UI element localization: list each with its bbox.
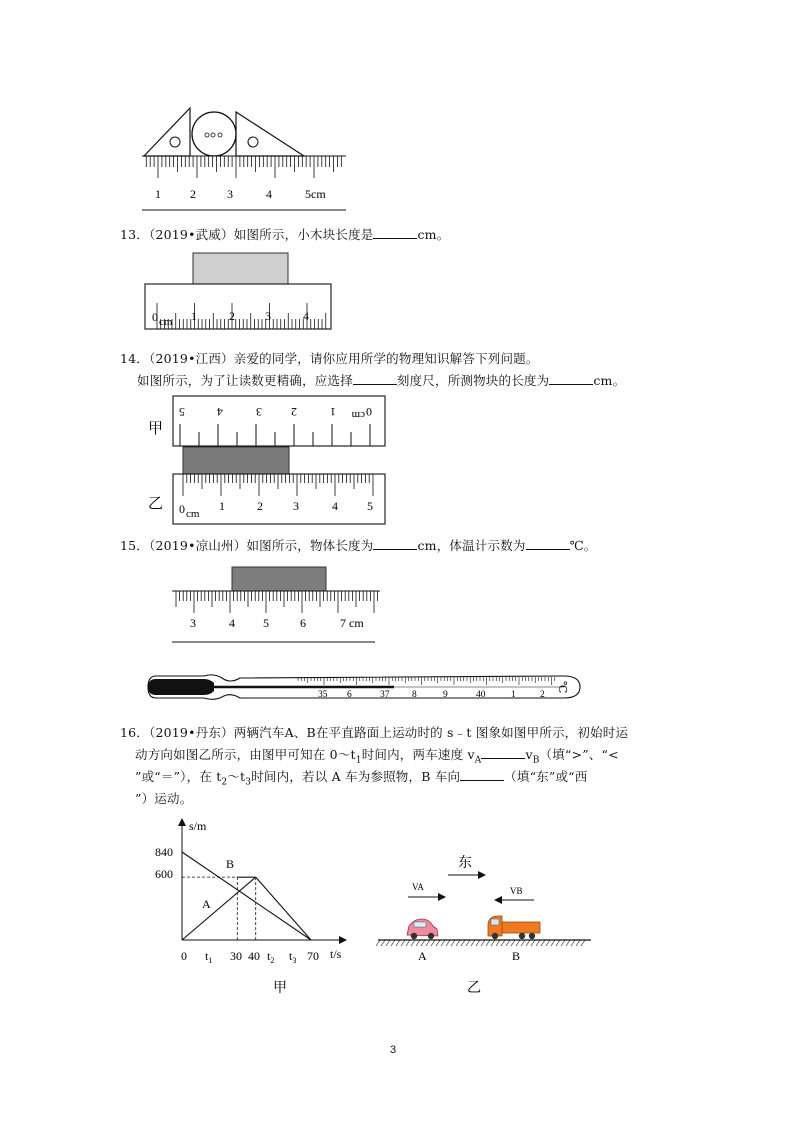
tick-label: 6 — [300, 616, 306, 630]
question-source: （2019•江西） — [149, 351, 234, 366]
answer-blank[interactable] — [549, 372, 593, 385]
tick-label: 3 — [190, 616, 196, 630]
hatch — [501, 940, 505, 946]
x-tick-label: $t_2$ — [267, 949, 275, 965]
hatch — [441, 940, 445, 946]
tick-label: 3 — [227, 187, 233, 201]
svg-text:1: 1 — [330, 405, 336, 419]
tick-label: 4 — [332, 499, 338, 513]
ruler-ticks — [146, 156, 341, 178]
hatch — [526, 940, 530, 946]
question-number: 16． — [120, 725, 150, 740]
thermo-label: 2 — [540, 690, 545, 700]
vB-label: VB — [510, 886, 523, 896]
east-label: 东 — [458, 856, 472, 871]
thermo-label: 9 — [443, 690, 448, 700]
x-tick-label: $t_1$ — [205, 949, 213, 965]
tick-label: 7 cm — [340, 616, 364, 630]
q12-figure — [138, 100, 358, 215]
question-source: （2019•丹东） — [149, 725, 234, 740]
hatch — [581, 940, 585, 946]
page-number: 3 — [390, 1044, 397, 1056]
hatch — [406, 940, 410, 946]
hatch — [481, 940, 485, 946]
hatch — [546, 940, 550, 946]
tick-label: 2 — [257, 499, 263, 513]
x-tick-label: 0 — [181, 949, 187, 963]
ruler-yi — [173, 474, 385, 524]
caption-yi: 乙 — [467, 981, 481, 996]
celsius-symbol: ℃ — [556, 681, 568, 694]
hatch — [506, 940, 510, 946]
series-A-segment — [182, 877, 256, 940]
answer-blank[interactable] — [526, 537, 570, 550]
hatch — [531, 940, 535, 946]
q16-line3: ”或“＝”），在 $t_2\sim t_3$时间内，若以 A 车为参照物，B 车向 （填“东”或“西 — [135, 769, 588, 788]
thermo-label: 8 — [412, 690, 417, 700]
vA-label: VA — [412, 882, 424, 892]
q14-line2: 如图所示，为了让读数更精确，应选择 刻度尺，所测物块的长度为 cm。 — [137, 373, 626, 388]
tick-label: 1 — [219, 499, 225, 513]
caption-jia: 甲 — [273, 981, 287, 996]
tick-label: 5 — [367, 499, 373, 513]
y-tick-label: 600 — [155, 867, 173, 881]
question-number: 13． — [120, 227, 150, 242]
tick-label: 5cm — [305, 187, 326, 201]
thermo-label: 1 — [511, 690, 516, 700]
thermo-label: 37 — [380, 690, 390, 700]
measured-object — [232, 567, 326, 591]
answer-blank[interactable] — [481, 746, 525, 759]
answer-blank[interactable] — [353, 372, 397, 385]
series-label-B: B — [226, 857, 235, 871]
tick-label: 4 — [229, 616, 235, 630]
y-axis-label: s/m — [189, 819, 207, 833]
x-tick-label: $t_3$ — [289, 949, 297, 965]
tick-label: 1 — [155, 187, 161, 201]
hatch — [386, 940, 390, 946]
label-jia: 甲 — [148, 421, 164, 437]
answer-blank[interactable] — [373, 537, 417, 550]
hatch — [471, 940, 475, 946]
question-number: 14． — [120, 351, 150, 366]
x-tick-label: 30 — [230, 949, 242, 963]
series-B-segment — [182, 852, 311, 940]
measured-block — [183, 447, 289, 474]
hatch — [416, 940, 420, 946]
hatch — [576, 940, 580, 946]
q16-line4: ”）运动。 — [135, 791, 193, 806]
q13-ruler-figure — [140, 250, 340, 338]
hatch — [421, 940, 425, 946]
ruler-unit: cm — [159, 316, 173, 328]
hatch — [556, 940, 560, 946]
thermo-label: 6 — [347, 690, 352, 700]
q16-st-graph — [145, 812, 360, 997]
tick-label: 3 — [293, 499, 299, 513]
hatch — [551, 940, 555, 946]
ruler-zero: 0 — [152, 310, 158, 324]
hatch — [541, 940, 545, 946]
right-triangle — [236, 112, 304, 156]
hatch — [381, 940, 385, 946]
wood-block — [193, 253, 288, 284]
hatch — [401, 940, 405, 946]
q16-scene — [376, 850, 596, 1000]
answer-blank[interactable] — [460, 768, 504, 781]
q15-thermometer — [144, 670, 584, 704]
hatch — [376, 940, 380, 946]
coin — [192, 112, 236, 156]
hatch — [511, 940, 515, 946]
tick-label: 1 — [191, 309, 197, 323]
x-tick-label: 70 — [307, 949, 319, 963]
thermo-label: 40 — [476, 690, 486, 700]
hatch — [496, 940, 500, 946]
tick-label: 5 — [263, 616, 269, 630]
x-axis-label: t/s — [330, 947, 342, 961]
triangle-hole — [170, 137, 180, 147]
tick-label: 2 — [190, 187, 196, 201]
x-tick-label: 40 — [248, 949, 260, 963]
hatch — [396, 940, 400, 946]
tick-label: 4 — [303, 309, 309, 323]
triangle-hole — [248, 137, 258, 147]
hatch — [461, 940, 465, 946]
hatch — [561, 940, 565, 946]
ruler-unit: cm — [186, 508, 200, 520]
question-number: 15． — [120, 538, 150, 553]
label-yi: 乙 — [148, 496, 164, 512]
hatch — [516, 940, 520, 946]
car-A-label: A — [418, 949, 427, 963]
thermo-label: 35 — [318, 690, 328, 700]
hatch — [451, 940, 455, 946]
q16-line1: 16．（2019•丹东）两辆汽车A、B在平直路面上运动时的 s﹣t 图象如图甲所示，初始时运 — [120, 725, 629, 740]
ruler-zero: 0 — [179, 502, 185, 516]
q15-ruler-figure — [170, 564, 385, 646]
hatch — [426, 940, 430, 946]
question-source: （2019•武威） — [149, 227, 234, 242]
svg-text:cm: cm — [351, 409, 365, 421]
ground-hatch — [376, 940, 585, 946]
hatch — [566, 940, 570, 946]
q13-text: 13．（2019•武威）如图所示，小木块长度是 cm。 — [120, 227, 450, 242]
svg-text:0: 0 — [366, 405, 372, 419]
hatch — [466, 940, 470, 946]
tick-label: 3 — [265, 309, 271, 323]
mercury-bulb — [148, 679, 214, 695]
hatch — [571, 940, 575, 946]
hatch — [446, 940, 450, 946]
car-A — [407, 919, 438, 939]
hatch — [436, 940, 440, 946]
left-triangle — [144, 108, 190, 156]
ruler-ticks — [176, 591, 378, 613]
hatch — [476, 940, 480, 946]
question-source: （2019•凉山州） — [149, 538, 247, 553]
q15-text: 15．（2019•凉山州）如图所示，物体长度为 cm，体温计示数为 ℃。 — [120, 538, 597, 553]
hatch — [391, 940, 395, 946]
st-lines — [182, 852, 311, 940]
truck-B — [488, 916, 540, 939]
svg-text:3: 3 — [256, 405, 262, 419]
hatch — [491, 940, 495, 946]
svg-text:4: 4 — [217, 405, 223, 419]
svg-text:5: 5 — [179, 405, 185, 419]
hatch — [431, 940, 435, 946]
hatch — [536, 940, 540, 946]
q16-line2: 动方向如图乙所示，由图甲可知在 $0\sim t_1$时间内，两车速度 $v_A$ $v_B$（填“>”、“< — [135, 747, 619, 766]
q14-rulers-figure — [140, 393, 390, 528]
answer-blank[interactable] — [373, 226, 417, 239]
hatch — [411, 940, 415, 946]
hatch — [521, 940, 525, 946]
hatch — [456, 940, 460, 946]
svg-text:2: 2 — [291, 405, 297, 419]
tick-label: 2 — [229, 309, 235, 323]
q14-line1: 14．（2019•江西）亲爱的同学，请你应用所学的物理知识解答下列问题。 — [120, 351, 539, 366]
series-label-A: A — [202, 897, 211, 911]
car-B-label: B — [512, 949, 521, 963]
y-tick-label: 840 — [155, 845, 173, 859]
tick-label: 4 — [266, 187, 272, 201]
hatch — [486, 940, 490, 946]
